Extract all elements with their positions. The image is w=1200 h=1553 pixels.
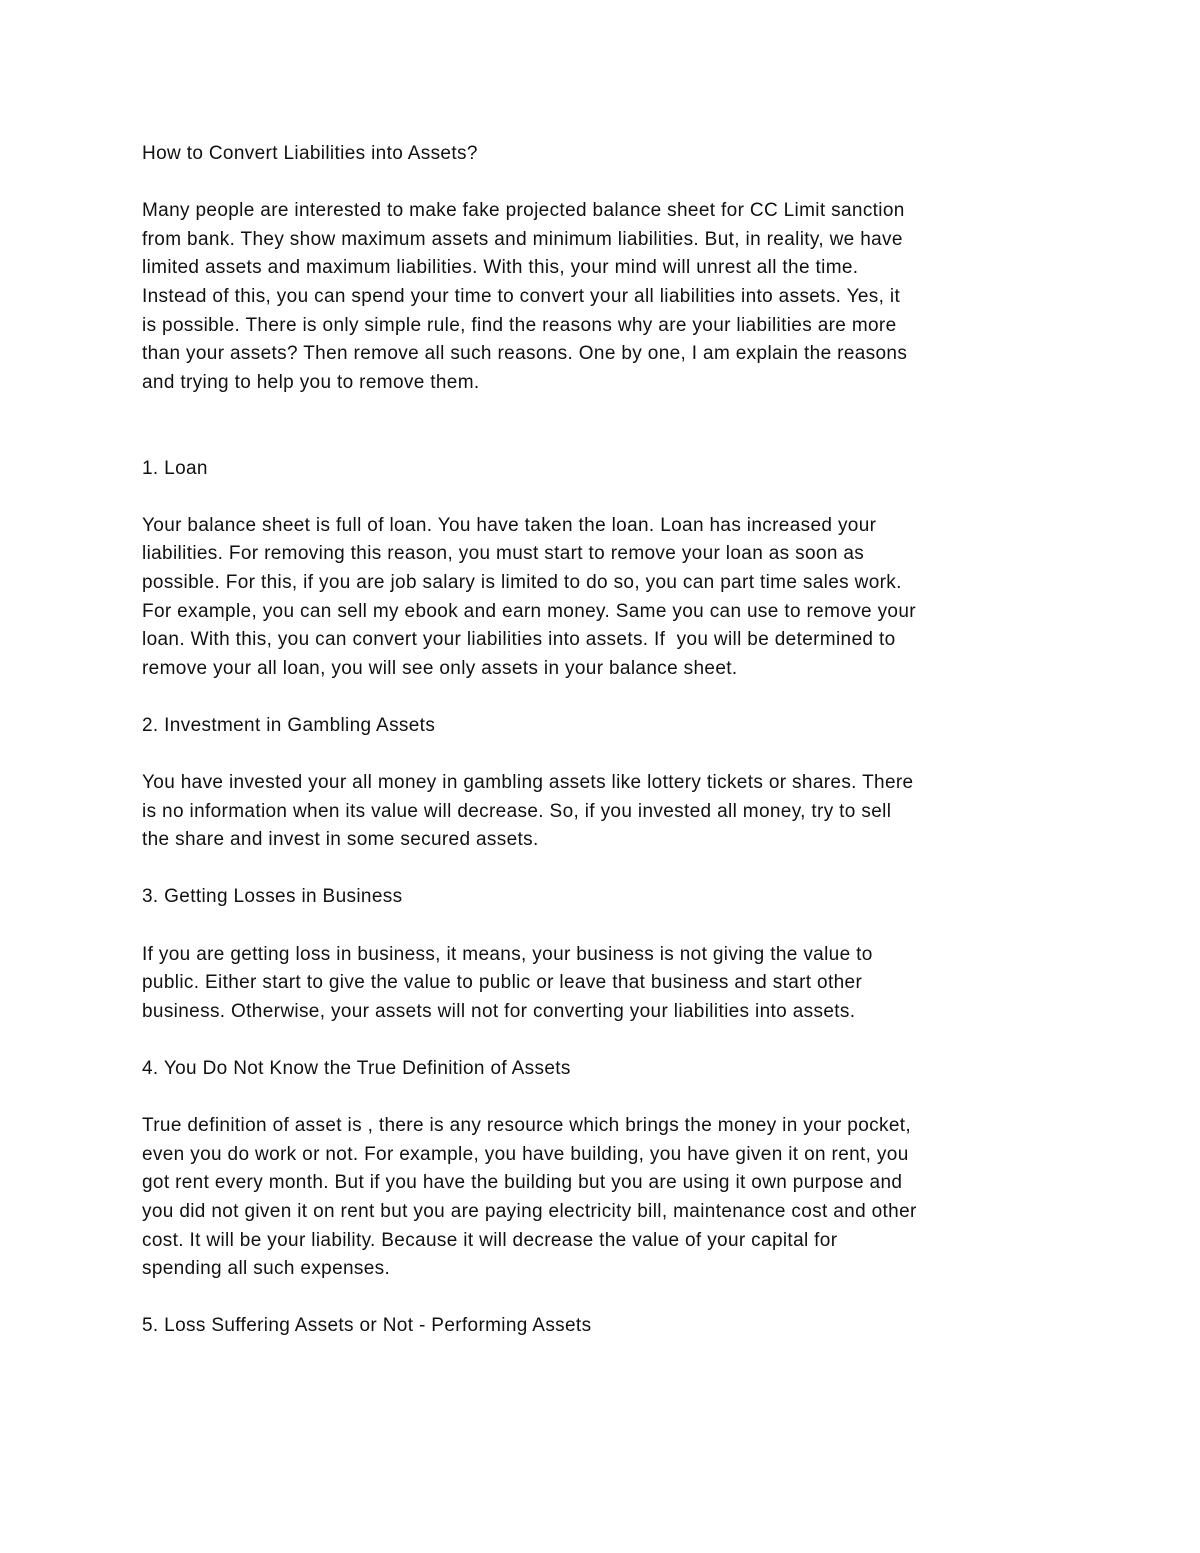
spacer bbox=[142, 855, 1077, 884]
section-body-gambling-assets: You have invested your all money in gambling assets like lottery tickets or shares. There is no information when its value will decrease. So, if you invested all money, try to sell the share and invest in some secured assets. bbox=[142, 772, 914, 851]
section-heading-loss-suffering-assets: 5. Loss Suffering Assets or Not - Performing Assets bbox=[142, 1315, 592, 1337]
spacer bbox=[142, 483, 1077, 512]
spacer bbox=[142, 1084, 1077, 1113]
section-heading-asset-definition: 4. You Do Not Know the True Definition of Assets bbox=[142, 1058, 571, 1079]
spacer bbox=[142, 397, 1077, 454]
section-heading-business-losses: 3. Getting Losses in Business bbox=[142, 886, 403, 908]
spacer bbox=[142, 1284, 1077, 1313]
spacer bbox=[142, 683, 1077, 712]
spacer bbox=[142, 169, 1077, 198]
spacer bbox=[142, 912, 1077, 941]
spacer bbox=[142, 1026, 1077, 1055]
document-body bbox=[142, 140, 1077, 1341]
section-body-business-losses: If you are getting loss in business, it means, your business is not giving the value to public. Either start to give the value to public or leave that business and start other business. Otherwise, your assets will not for converting your liabilities into assets. bbox=[142, 943, 873, 1022]
intro-paragraph: Many people are interested to make fake projected balance sheet for CC Limit sanction from bank. They show maximum assets and minimum liabilities. But, in reality, we have limited assets and maximum liabilities. With this, your mind will unrest all the time. Instead of this, you can spend your time to convert your all liabilities into assets. Yes, it is possible. There is only simple rule, find the reasons why are your liabilities are more than your assets? Then remove all such reasons. One by one, I am explain the reasons and trying to help you to remove them. bbox=[142, 200, 908, 393]
section-heading-gambling-assets: 2. Investment in Gambling Assets bbox=[142, 714, 436, 736]
section-body-loan: Your balance sheet is full of loan. You have taken the loan. Loan has increased your liabilities. For removing this reason, you must start to remove your loan as soon as possible. For this, if you are job salary is limited to do so, you can part time sales work. For example, you can sell my ebook and earn money. Same you can use to remove your loan. With this, you can convert your liabilities into assets. If you will be determined to remove your all loan, you will see only assets in your balance sheet. bbox=[142, 514, 916, 679]
document-title: How to Convert Liabilities into Assets? bbox=[142, 143, 478, 164]
section-body-asset-definition: True definition of asset is , there is any resource which brings the money in your pocket, even you do work or not. For example, you have building, you have given it on rent, you got rent every month. But if you have the building but you are using it own purpose and you did not given it on rent but you are paying electricity bill, maintenance cost and other cost. It will be your liability. Because it will decrease the value of your capital for spending all such expenses. bbox=[142, 1115, 917, 1280]
spacer bbox=[142, 740, 1077, 769]
section-heading-loan: 1. Loan bbox=[142, 457, 208, 479]
